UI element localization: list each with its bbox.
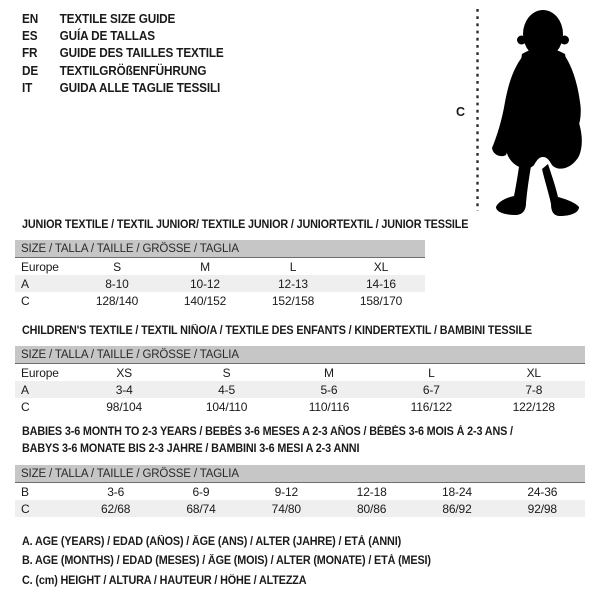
size-table xyxy=(15,346,585,415)
section-childrens-textile xyxy=(15,323,585,415)
size-value: 12-18 xyxy=(356,484,387,499)
language-code: IT xyxy=(22,80,33,95)
size-value: XL xyxy=(526,365,541,380)
table-row xyxy=(15,398,585,415)
section-title: CHILDREN'S TEXTILE / TEXTIL NIÑO/A / TEXTILE DES ENFANTS / KINDERTEXTIL / BAMBINI TESSILE xyxy=(22,325,532,337)
baby-silhouette-icon xyxy=(492,10,582,216)
size-value: 62/68 xyxy=(73,500,158,517)
row-label: C xyxy=(15,500,73,517)
size-value: 128/140 xyxy=(95,293,139,308)
size-value: 9-12 xyxy=(274,484,299,499)
size-table-header-row xyxy=(15,346,585,364)
size-value: 86/92 xyxy=(414,500,499,517)
section-title: BABYS 3-6 MONATE BIS 2-3 JAHRE / BAMBINI 3-6 MESI A 2-3 ANNI xyxy=(22,443,360,455)
size-value: 12-13 xyxy=(249,275,337,292)
row-label: B xyxy=(21,484,29,499)
size-table-header: SIZE / TALLA / TAILLE / GRÖSSE / TAGLIA xyxy=(15,465,585,483)
size-value: 140/152 xyxy=(183,293,227,308)
footnotes-legend xyxy=(22,533,457,591)
language-title: TEXTILE SIZE GUIDE xyxy=(59,11,176,26)
table-row xyxy=(15,483,585,501)
size-value: 92/98 xyxy=(500,500,585,517)
size-value: 80/86 xyxy=(329,500,414,517)
size-value: 104/110 xyxy=(205,399,248,414)
section-babies-textile xyxy=(15,424,585,517)
size-value: S xyxy=(113,259,121,274)
footnote-line: C. (cm) HEIGHT / ALTURA / HAUTEUR / HÖHE / ALTEZZA xyxy=(22,574,307,587)
row-label: C xyxy=(21,399,30,414)
row-label: A xyxy=(15,275,73,292)
size-value: 24-36 xyxy=(527,484,558,499)
size-value: 6-7 xyxy=(380,381,482,398)
language-row xyxy=(22,62,224,79)
size-table-header-row xyxy=(15,240,425,258)
size-value: 18-24 xyxy=(442,484,472,499)
row-label: C xyxy=(21,293,30,308)
size-value: 152/158 xyxy=(271,293,315,308)
size-value: 98/104 xyxy=(106,399,143,414)
table-row xyxy=(15,381,585,398)
size-value: 110/116 xyxy=(308,399,350,414)
size-value: 8-10 xyxy=(73,275,161,292)
language-title: GUIDE DES TAILLES TEXTILE xyxy=(59,46,224,61)
size-value: L xyxy=(289,259,297,274)
table-row xyxy=(15,292,425,309)
height-dimension-label: C xyxy=(456,105,465,119)
language-row xyxy=(22,79,224,96)
language-title: TEXTILGRÖßENFÜHRUNG xyxy=(59,63,207,78)
language-list xyxy=(22,10,237,96)
size-table-header: SIZE / TALLA / TAILLE / GRÖSSE / TAGLIA xyxy=(15,346,585,364)
size-value: 116/122 xyxy=(410,399,453,414)
language-code: ES xyxy=(22,28,38,43)
size-value: XL xyxy=(373,259,389,274)
size-value: M xyxy=(200,259,210,274)
size-value: 158/170 xyxy=(359,293,403,308)
size-value: 6-9 xyxy=(192,484,210,499)
row-label: Europe xyxy=(21,259,59,274)
row-label: Europe xyxy=(21,365,59,380)
size-table-header: SIZE / TALLA / TAILLE / GRÖSSE / TAGLIA xyxy=(15,240,425,258)
size-value: 7-8 xyxy=(483,381,585,398)
baby-silhouette-graphic xyxy=(455,4,600,216)
footnote-line: A. AGE (YEARS) / EDAD (AÑOS) / ÂGE (ANS) / ALTER (JAHRE) / ETÀ (ANNI) xyxy=(22,536,402,548)
size-value: S xyxy=(222,365,231,380)
size-value: 5-6 xyxy=(278,381,380,398)
size-value: 3-4 xyxy=(73,381,175,398)
size-value: 10-12 xyxy=(161,275,249,292)
size-table-header-row xyxy=(15,465,585,483)
table-row xyxy=(15,500,585,517)
size-value: 74/80 xyxy=(244,500,329,517)
section-title: BABIES 3-6 MONTH TO 2-3 YEARS / BEBÉS 3-6 MESES A 2-3 AÑOS / BÉBÉS 3-6 MOIS À 2-3 ANS / xyxy=(22,426,513,438)
size-value: 14-16 xyxy=(337,275,425,292)
size-table xyxy=(15,465,585,517)
language-code: FR xyxy=(22,46,38,61)
table-row xyxy=(15,258,425,276)
table-row xyxy=(15,275,425,292)
size-value: 4-5 xyxy=(175,381,277,398)
size-table xyxy=(15,240,425,309)
size-value: 3-6 xyxy=(107,484,125,499)
size-value: M xyxy=(324,365,334,380)
language-row xyxy=(22,10,224,27)
section-junior-textile xyxy=(15,217,469,309)
size-value: 68/74 xyxy=(158,500,243,517)
baby-figure xyxy=(455,4,600,216)
language-row xyxy=(22,45,224,62)
size-value: 122/128 xyxy=(512,399,555,414)
footnote-line: B. AGE (MONTHS) / EDAD (MESES) / ÂGE (MOIS) / ALTER (MONATE) / ETÀ (MESI) xyxy=(22,555,431,568)
size-value: XS xyxy=(116,365,133,380)
language-code: DE xyxy=(22,63,39,78)
row-label: A xyxy=(15,381,73,398)
language-title: GUÍA DE TALLAS xyxy=(59,28,155,43)
language-row xyxy=(22,27,224,44)
section-title: JUNIOR TEXTILE / TEXTIL JUNIOR/ TEXTILE JUNIOR / JUNIORTEXTIL / JUNIOR TESSILE xyxy=(22,219,469,231)
size-value: L xyxy=(428,365,435,380)
table-row xyxy=(15,364,585,382)
language-code: EN xyxy=(22,11,39,26)
language-title: GUIDA ALLE TAGLIE TESSILI xyxy=(59,80,221,95)
